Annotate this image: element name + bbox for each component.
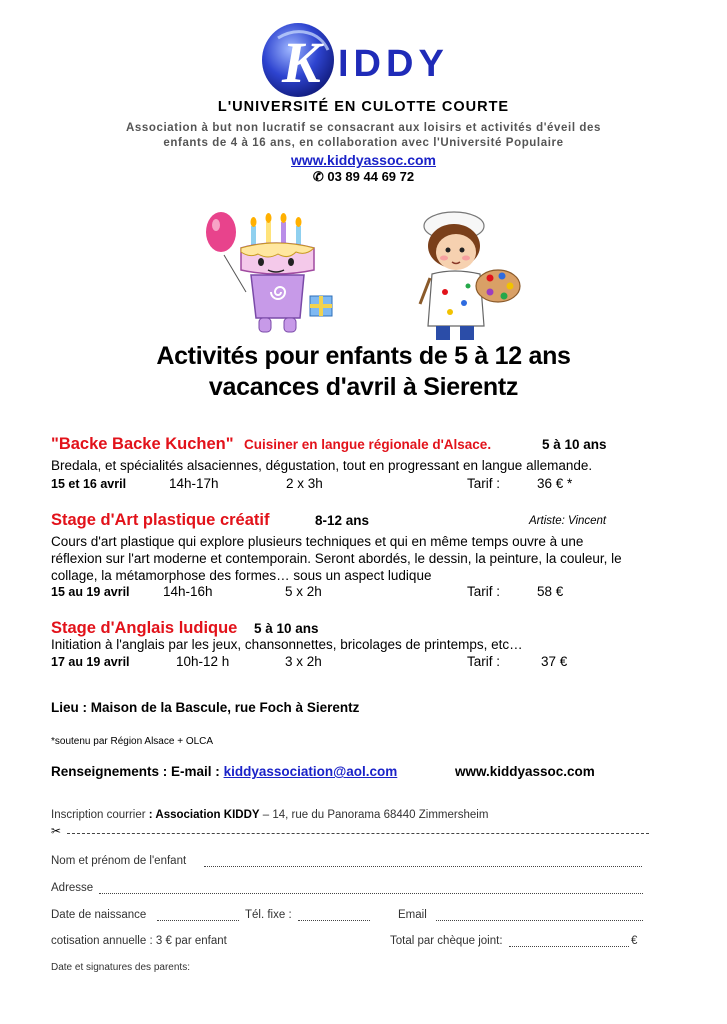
phone-field[interactable] xyxy=(298,920,370,921)
activity-2-artist: Artiste: Vincent xyxy=(529,515,607,527)
child-painter-illustration xyxy=(410,208,522,346)
header-website-link[interactable]: www.kiddyassoc.com xyxy=(291,152,436,168)
activity-1-ages: 5 à 10 ans xyxy=(542,437,607,452)
activity-2-dates: 15 au 19 avril xyxy=(51,585,130,599)
scissors-icon: ✂ xyxy=(51,824,62,838)
activity-2-sessions: 5 x 2h xyxy=(285,584,322,599)
cut-line xyxy=(51,826,651,840)
kiddy-logo xyxy=(258,20,478,104)
email-label: Email xyxy=(398,909,427,921)
activity-3-hours: 10h-12 h xyxy=(176,654,230,669)
birthdate-label: Date de naissance xyxy=(51,909,147,921)
inscription-address: – 14, rue du Panorama 68440 Zimmersheim xyxy=(259,809,489,821)
support-note: *soutenu par Région Alsace + OLCA xyxy=(51,736,214,747)
activity-1-dates: 15 et 16 avril xyxy=(51,477,127,491)
birthdate-field[interactable] xyxy=(157,920,239,921)
birthday-cake-mascot-illustration xyxy=(196,200,346,340)
header-phone: ✆ 03 89 44 69 72 xyxy=(312,169,415,184)
inscription-line xyxy=(51,809,488,821)
activity-1-description: Bredala, et spécialités alsaciennes, dégustation, tout en progressant en langue allemande. xyxy=(51,458,593,473)
contact-website[interactable]: www.kiddyassoc.com xyxy=(455,764,595,779)
activity-3-tarif-label: Tarif : xyxy=(467,654,501,669)
cut-dashed-line xyxy=(67,833,649,834)
total-check-field[interactable] xyxy=(509,946,629,947)
membership-fee: cotisation annuelle : 3 € par enfant xyxy=(51,935,227,947)
activity-1-price: 36 € * xyxy=(537,476,573,491)
activity-1-hours: 14h-17h xyxy=(169,476,219,491)
activity-2-description-line2: réflexion sur l'art moderne et contemporain. Seront abordés, le dessin, la peinture, la couleur, le xyxy=(51,551,622,566)
slogan-title: L'UNIVERSITÉ EN CULOTTE COURTE xyxy=(217,99,510,115)
activity-1-title: "Backe Backe Kuchen" xyxy=(51,435,234,453)
activity-3-title: Stage d'Anglais ludique xyxy=(51,619,238,637)
location-text: Lieu : Maison de la Bascule, rue Foch à Sierentz xyxy=(51,700,360,715)
headline-line1: Activités pour enfants de 5 à 12 ans xyxy=(156,342,571,370)
contact-email-link[interactable]: kiddyassociation@aol.com xyxy=(223,764,398,779)
svg-text:K: K xyxy=(282,30,321,95)
activity-3-ages: 5 à 10 ans xyxy=(254,621,319,636)
svg-text:IDDY: IDDY xyxy=(338,43,449,85)
contact-label: Renseignements : E-mail : xyxy=(51,764,220,779)
child-name-field[interactable] xyxy=(204,866,642,867)
activity-2-hours: 14h-16h xyxy=(163,584,213,599)
activity-2-title: Stage d'Art plastique créatif xyxy=(51,511,270,529)
activity-2-description-line3: collage, la métamorphose des formes… sous un aspect ludique xyxy=(51,568,432,583)
activity-1-sessions: 2 x 3h xyxy=(286,476,323,491)
association-description-line1: Association à but non lucratif se consacrant aux loisirs et activités d'éveil des xyxy=(125,122,602,134)
child-name-label: Nom et prénom de l'enfant xyxy=(51,855,187,867)
total-check-label: Total par chèque joint: xyxy=(390,935,503,947)
activity-1-tarif-label: Tarif : xyxy=(467,476,501,491)
activity-1-subtitle: Cuisiner en langue régionale d'Alsace. xyxy=(244,437,492,452)
contact-line xyxy=(51,764,397,779)
phone-label: Tél. fixe : xyxy=(245,909,292,921)
activity-2-description-line1: Cours d'art plastique qui explore plusieurs techniques et qui en même temps ouvre à une xyxy=(51,534,584,549)
activity-3-description: Initiation à l'anglais par les jeux, chansonnettes, bricolages de printemps, etc… xyxy=(51,637,523,652)
email-field[interactable] xyxy=(436,920,643,921)
address-field[interactable] xyxy=(99,893,643,894)
activity-3-dates: 17 au 19 avril xyxy=(51,655,130,669)
activity-2-ages: 8-12 ans xyxy=(315,513,370,528)
signatures-label: Date et signatures des parents: xyxy=(51,962,190,973)
euro-sign: € xyxy=(631,935,638,947)
activity-2-price: 58 € xyxy=(537,584,564,599)
activity-3-price: 37 € xyxy=(541,654,568,669)
inscription-association: : Association KIDDY xyxy=(148,809,260,821)
inscription-prefix: Inscription courrier xyxy=(51,809,149,821)
activity-2-tarif-label: Tarif : xyxy=(467,584,501,599)
activity-3-sessions: 3 x 2h xyxy=(285,654,322,669)
headline-line2: vacances d'avril à Sierentz xyxy=(208,373,519,401)
association-description-line2: enfants de 4 à 16 ans, en collaboration avec l'Université Populaire xyxy=(163,137,564,149)
address-label: Adresse xyxy=(51,882,94,894)
activity-1-header xyxy=(51,435,491,454)
